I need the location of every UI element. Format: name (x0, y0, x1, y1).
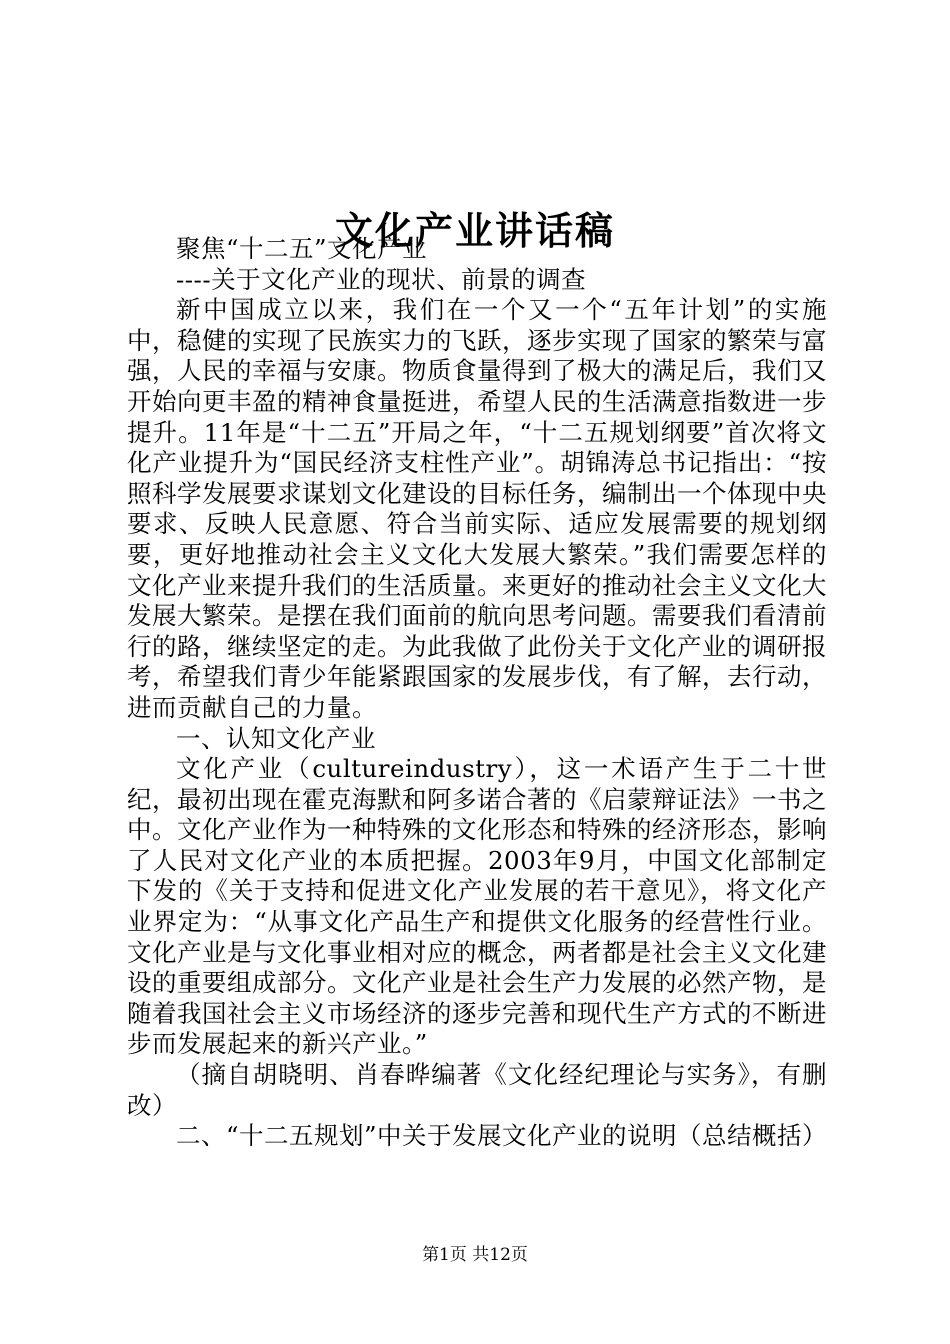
citation-note: （摘自胡晓明、肖春晔编著《文化经纪理论与实务》，有删改） (127, 1060, 827, 1120)
section-heading: 二、“十二五规划”中关于发展文化产业的说明（总结概括） (176, 1121, 828, 1151)
body-paragraph: 新中国成立以来，我们在一个又一个“五年计划”的实施中，稳健的实现了民族实力的飞跃，逐步实现了国家的繁荣与富强，人民的幸福与安康。物质食量得到了极大的满足后，我们又开始向更丰盈的精神食量挺进，希望人民的生活满意指数进一步提升。11年是“十二五”开局之年，“十二五规划纲要”首次将文化产业提升为“国民经济支柱性产业”。胡锦涛总书记指出：“按照科学发展要求谋划文化建设的目标任务，编制出一个体现中央要求、反映人民意愿、符合当前实际、适应发展需要的规划纲要，更好地推动社会主义文化大发展大繁荣。”我们需要怎样的文化产业来提升我们的生活质量。来更好的推动社会主义文化大发展大繁荣。是摆在我们面前的航向思考问题。需要我们看清前行的路，继续坚定的走。为此我做了此份关于文化产业的调研报考，希望我们青少年能紧跟国家的发展步伐，有了解，去行动，进而贡献自己的力量。 (127, 295, 827, 722)
document-body (127, 234, 827, 1152)
subtitle-subheading: ----关于文化产业的现状、前景的调查 (176, 264, 587, 294)
section-heading: 一、认知文化产业 (176, 723, 376, 753)
body-paragraph: 文化产业（cultureindustry），这一术语产生于二十世纪，最初出现在霍克海默和阿多诺合著的《启蒙辩证法》一书之中。文化产业作为一种特殊的文化形态和特殊的经济形态，影响了人民对文化产业的本质把握。2003年9月，中国文化部制定下发的《关于支持和促进文化产业发展的若干意见》，将文化产业界定为：“从事文化产品生产和提供文化服务的经营性行业。文化产业是与文化事业相对应的概念，两者都是社会主义文化建设的重要组成部分。文化产业是社会生产力发展的必然产物，是随着我国社会主义市场经济的逐步完善和现代生产方式的不断进步而发展起来的新兴产业。” (127, 754, 827, 1059)
subtitle-line: 聚焦“十二五”文化产业 (176, 234, 428, 263)
page-footer: 第1页 共12页 (422, 1245, 528, 1265)
document-title: 文化产业讲话稿 (334, 208, 615, 254)
